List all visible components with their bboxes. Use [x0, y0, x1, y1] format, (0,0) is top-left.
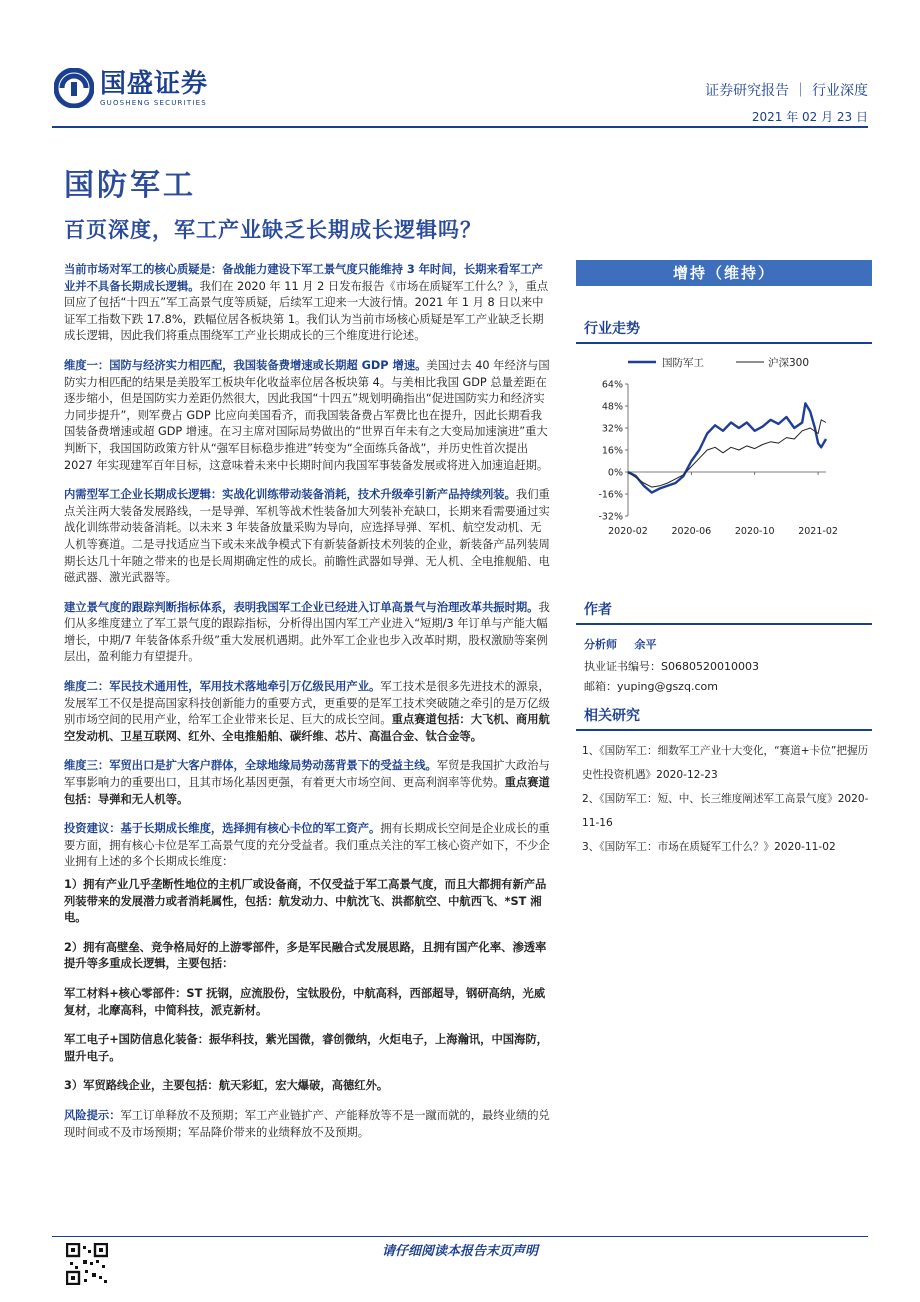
indicator-highlight: 建立景气度的跟踪判断指标体系，表明我国军工企业已经进入订单高景气与治理改革共振时期。: [64, 600, 539, 614]
trend-section-title: 行业走势: [576, 318, 872, 344]
y-tick-label: -32%: [598, 511, 623, 523]
dimension-three-text: 军贸是我国扩大政治与军事影响力的重要出口，且其市场化基因更强，有着更大市场空间、更高利润率等优势。: [64, 759, 550, 790]
header-divider: [52, 126, 868, 128]
domestic-logic-text: 我们重点关注两大装备发展路线，一是导弹、军机等战术性装备加大列装补充缺口，长期来看需要通过实战化训练带动装备消耗。以未来 3 年装备放量采购为导向，应选择导弹、军机、航空发动机、无人机等赛道。二是寻找适应当下或未来战争模式下有新装备新技术列装的企业，新装备产品列装周期长达几十年随之带来的也是长周期确定性的成长。前瞻性武器如导弹、无人机、全电推舰船、电磁武器、激光武器等。: [64, 488, 550, 585]
legend-label-csi300: 沪深300: [768, 357, 810, 369]
license-number: 执业证书编号：S0680520010003: [584, 660, 759, 673]
investment-paragraph: [64, 821, 552, 871]
indicator-paragraph: [64, 600, 552, 666]
brand-name-cn: 国盛证券: [100, 68, 209, 99]
analyst-label: 分析师: [584, 638, 617, 651]
legend-label-defense: 国防军工: [662, 357, 704, 369]
risk-paragraph: [64, 1108, 552, 1141]
related-report-1[interactable]: 1、《国防军工：细数军工产业十大变化，“赛道+卡位”把握历史性投资机遇》2020-12-23: [582, 745, 869, 781]
y-tick-label: -16%: [598, 489, 623, 501]
series-line-csi300: [628, 420, 826, 487]
summary-highlight: 当前市场对军工的核心质疑是：备战能力建设下军工景气度只能维持 3 年时间，长期来看军工产业并不具备长期成长逻辑。: [64, 263, 543, 293]
x-tick-label: 2020-10: [734, 526, 775, 537]
brand-name-en: GUOSHENG SECURITIES: [100, 98, 207, 107]
y-tick-label: 64%: [601, 379, 623, 391]
analyst-name: 余平: [634, 638, 657, 651]
risk-text: 军工订单释放不及预期；军工产业链扩产、产能释放等不是一蹴而就的，最终业绩的兑现时间或不及市场预期；军品降价带来的业绩释放不及预期。: [64, 1108, 550, 1139]
dimension-two-tracks: 重点赛道包括：大飞机、商用航空发动机、卫星互联网、红外、全电推船舶、碳纤维、芯片、高温合金、钛合金等。: [64, 713, 550, 743]
dimension-one-text: 美国过去 40 年经济与国防实力相匹配的结果是美股军工板块年化收益率位居各板块第 4。与美相比我国 GDP 总量差距在逐步缩小，但是国防实力差距仍然很大，因此我国“十四五”规划明确指出“促进国防实力和经济实力同步提升”，则军费占 GDP 比应向美国看齐，而我国装备费占军费比也在提升，因此长期看我国装备费增速或超 GDP 增速。在习主席对国际局势做出的“世界百年未有之大变局加速演进”重大判断下，我国国防政策方针从“强军目标稳步推进”转变为“全面练兵备战”，并历史性首次提出 2027 年实现建军百年目标，这意味着未来中长期时间内我国军事装备发展或将进入加速追赶期。: [64, 358, 550, 472]
pick-list-2: 2）拥有高壁垒、竞争格局好的上游零部件，多是军民融合式发展思路，且拥有国产化率、渗透率提升等多重成长逻辑，主要包括：: [64, 940, 547, 971]
brand-logo: [54, 68, 208, 108]
dimension-one-highlight: 维度一：国防与经济实力相匹配，我国装备费增速或长期超 GDP 增速。: [64, 358, 427, 372]
y-tick-label: 32%: [601, 423, 623, 435]
dimension-two-highlight: 维度二：军民技术通用性，军用技术落地牵引万亿级民用产业。: [64, 680, 381, 694]
x-tick-label: 2020-02: [608, 526, 648, 537]
domestic-logic-paragraph: [64, 487, 552, 587]
pick-list-3: 3）军贸路线企业，主要包括：航天彩虹，宏大爆破，高德红外。: [64, 1079, 389, 1093]
summary-text: 我们在 2020 年 11 月 2 日发布报告《市场在质疑军工什么？》，重点回应了包括“十四五”军工高景气度等质疑，后续军工迎来一大波行情。2021 年 1 月 8 日以来中证军工指数下跌 17.8%，跌幅位居各板块第 1。我们认为当前市场核心质疑是军工产业缺乏长期成长逻辑，因此我们将重点围绕军工产业长期成长的三个维度进行论述。: [64, 279, 549, 343]
footer-divider: [52, 1236, 868, 1237]
footer-notice: 请仔细阅读本报告末页声明: [381, 1244, 538, 1259]
x-tick-label: 2021-02: [798, 526, 838, 537]
trend-chart: [576, 348, 872, 558]
dimension-three-tracks: 重点赛道包括：导弹和无人机等。: [64, 776, 550, 806]
investment-text: 拥有长期成长空间是企业成长的重要方面，拥有核心卡位是军工高景气度的充分受益者。我们重点关注的军工核心资产如下，不少企业拥有上述的多个长期成长维度：: [64, 822, 550, 869]
x-tick-label: 2020-06: [671, 526, 712, 537]
risk-label: 风险提示：: [64, 1108, 121, 1122]
report-title: 百页深度，军工产业缺乏长期成长逻辑吗？: [64, 218, 482, 242]
domestic-logic-highlight: 内需型军工企业长期成长逻辑：实战化训练带动装备消耗，技术升级牵引新产品持续列装。: [64, 488, 516, 502]
dimension-one-paragraph: [64, 358, 552, 474]
analyst-row: [576, 635, 872, 655]
pick-list-1: 1）拥有产业几乎垄断性地位的主机厂或设备商，不仅受益于军工高景气度，而且大都拥有新产品列装带来的发展潜力或者消耗属性，包括：航发动力、中航沈飞、洪都航空、中航西飞、*ST 湘电。: [64, 878, 547, 925]
author-section-title: 作者: [576, 599, 872, 625]
brand-mark-icon: [54, 68, 94, 108]
sector-title: 国防军工: [64, 168, 196, 203]
y-tick-label: 0%: [607, 467, 623, 479]
report-type: 证券研究报告 ｜ 行业深度: [705, 83, 868, 99]
rating-badge: 增持（维持）: [576, 260, 872, 286]
y-tick-label: 16%: [601, 445, 623, 457]
sidebar: [576, 260, 872, 859]
report-body: [64, 262, 552, 1154]
report-date: 2021 年 02 月 23 日: [751, 110, 868, 124]
dimension-three-paragraph: [64, 758, 552, 808]
pick-list-electronics: 军工电子+国防信息化装备：振华科技，紫光国微，睿创微纳，火炬电子，上海瀚讯，中国海防，盟升电子。: [64, 1033, 548, 1063]
y-tick-label: 48%: [601, 401, 623, 413]
dimension-two-paragraph: [64, 679, 552, 745]
related-report-3[interactable]: 3、《国防军工：市场在质疑军工什么？》2020-11-02: [582, 841, 836, 853]
pick-list-materials: 军工材料+核心零部件：ST 抚钢，应流股份，宝钛股份，中航高科，西部超导，钢研高纳，光威复材，北摩高科，中简科技，派克新材。: [64, 986, 546, 1017]
dimension-three-highlight: 维度三：军贸出口是扩大客户群体，全球地缘局势动荡背景下的受益主线。: [64, 759, 437, 773]
related-report-2[interactable]: 2、《国防军工：短、中、长三维度阐述军工高景气度》2020-11-16: [582, 793, 869, 829]
summary-paragraph: [64, 262, 552, 345]
investment-highlight: 投资建议：基于长期成长维度，选择拥有核心卡位的军工资产。: [64, 822, 381, 836]
dimension-two-text: 军工技术是很多先进技术的源泉，发展军工不仅是提高国家科技创新能力的重要方式，更重要的是军工技术突破随之牵引的是万亿级别市场空间的民用产业，给军工企业带来长足、巨大的成长空间。: [64, 680, 550, 727]
related-section-title: 相关研究: [576, 705, 872, 731]
indicator-text: 我们从多维度建立了军工景气度的跟踪指标，分析得出国内军工产业进入“短期/3 年订单与产能大幅增长，中期/7 年装备体系升级”重大发展机遇期。此外军工企业也步入改革时期，股权激励等案例层出，盈利能力有望提升。: [64, 600, 550, 664]
series-line-defense: [628, 403, 826, 492]
analyst-email: 邮箱：yuping@gszq.com: [584, 680, 718, 693]
